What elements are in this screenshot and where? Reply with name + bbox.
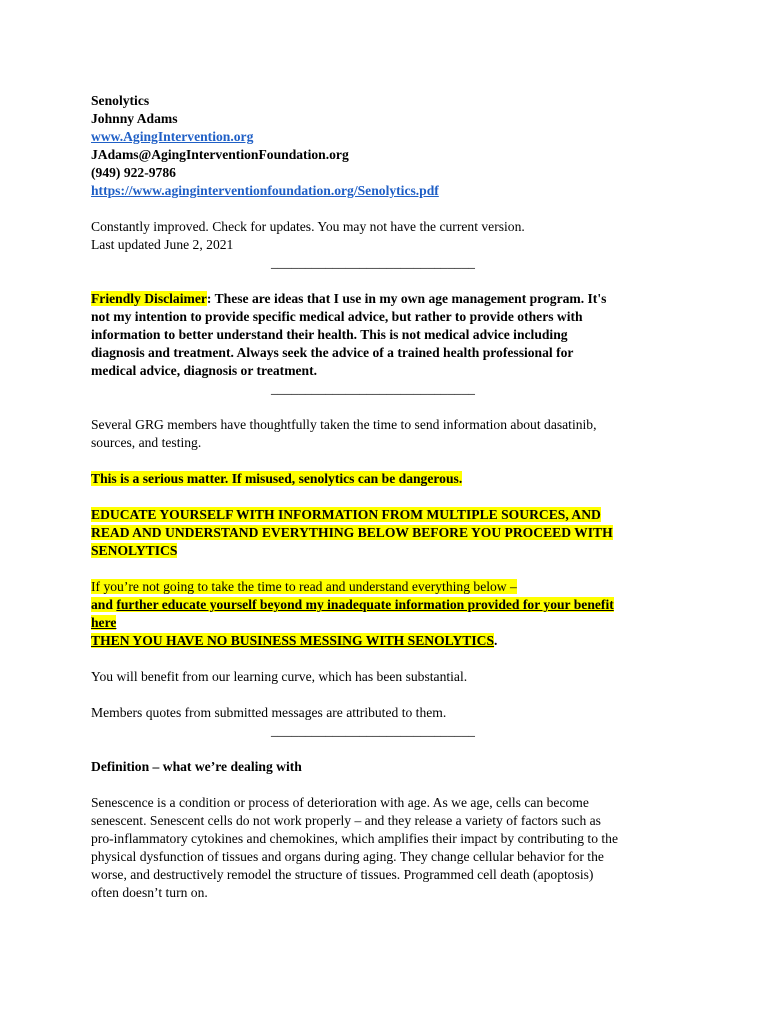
- author-name: Johnny Adams: [91, 111, 178, 126]
- pdf-link[interactable]: https://www.aginginterventionfoundation.org/Senolytics.pdf: [91, 183, 439, 198]
- definition-text-6: often doesn’t turn on.: [91, 885, 208, 900]
- notime-further: further educate yourself beyond my inadequate information provided for your benefit: [116, 597, 614, 612]
- email-address: JAdams@AgingInterventionFoundation.org: [91, 147, 349, 162]
- phone-number: (949) 922-9786: [91, 165, 176, 180]
- disclaimer-text-4: diagnosis and treatment. Always seek the advice of a trained health professional for: [91, 345, 574, 360]
- update-notice: Constantly improved. Check for updates. You may not have the current version.: [91, 219, 525, 234]
- educate-paragraph: [91, 506, 691, 560]
- educate-text-3: SENOLYTICS: [91, 543, 178, 558]
- warning-paragraph: [91, 470, 691, 488]
- notime-paragraph: [91, 578, 691, 650]
- website-link[interactable]: www.AgingIntervention.org: [91, 129, 254, 144]
- separator-line: ______________________________: [271, 381, 475, 396]
- definition-text-4: physical dysfunction of tissues and organs during aging. They change cellular behavior for the: [91, 849, 604, 864]
- intro-block: [91, 218, 691, 272]
- separator-line: ______________________________: [271, 255, 475, 270]
- warning-text: This is a serious matter. If misused, senolytics can be dangerous.: [91, 471, 463, 486]
- header-block: [91, 92, 691, 200]
- doc-title: Senolytics: [91, 93, 150, 108]
- separator-line: ______________________________: [271, 723, 475, 738]
- educate-text-1: EDUCATE YOURSELF WITH INFORMATION FROM MULTIPLE SOURCES, AND: [91, 507, 601, 522]
- disclaimer-text-5: medical advice, diagnosis or treatment.: [91, 363, 318, 378]
- grg-paragraph: [91, 416, 691, 452]
- definition-paragraph: [91, 794, 691, 902]
- quotes-paragraph: Members quotes from submitted messages are attributed to them.: [91, 705, 447, 720]
- disclaimer-block: [91, 290, 691, 380]
- document-page: [91, 92, 691, 902]
- definition-text-2: senescent. Senescent cells do not work properly – and they release a variety of factors such as: [91, 813, 601, 828]
- last-updated: Last updated June 2, 2021: [91, 237, 234, 252]
- notime-text-1: If you’re not going to take the time to read and understand everything below –: [91, 579, 517, 594]
- disclaimer-text-1: : These are ideas that I use in my own age management program. It's: [206, 291, 607, 306]
- definition-text-1: Senescence is a condition or process of deterioration with age. As we age, cells can become: [91, 795, 589, 810]
- grg-text-2: sources, and testing.: [91, 435, 202, 450]
- notime-and: and: [91, 597, 117, 612]
- grg-text-1: Several GRG members have thoughtfully taken the time to send information about dasatinib,: [91, 417, 597, 432]
- benefit-paragraph: You will benefit from our learning curve, which has been substantial.: [91, 669, 468, 684]
- notime-then: THEN YOU HAVE NO BUSINESS MESSING WITH SENOLYTICS: [91, 633, 495, 648]
- disclaimer-text-3: information to better understand their health. This is not medical advice including: [91, 327, 568, 342]
- definition-text-5: worse, and destructively remodel the structure of tissues. Programmed cell death (apoptosis): [91, 867, 594, 882]
- notime-period: .: [494, 633, 498, 648]
- disclaimer-text-2: not my intention to provide specific medical advice, but rather to provide others with: [91, 309, 583, 324]
- disclaimer-label: Friendly Disclaimer: [91, 291, 207, 306]
- definition-heading: Definition – what we’re dealing with: [91, 759, 302, 774]
- definition-text-3: pro-inflammatory cytokines and chemokines, which amplifies their impact by contributing to the: [91, 831, 619, 846]
- educate-text-2: READ AND UNDERSTAND EVERYTHING BELOW BEFORE YOU PROCEED WITH: [91, 525, 613, 540]
- notime-here: here: [91, 615, 117, 630]
